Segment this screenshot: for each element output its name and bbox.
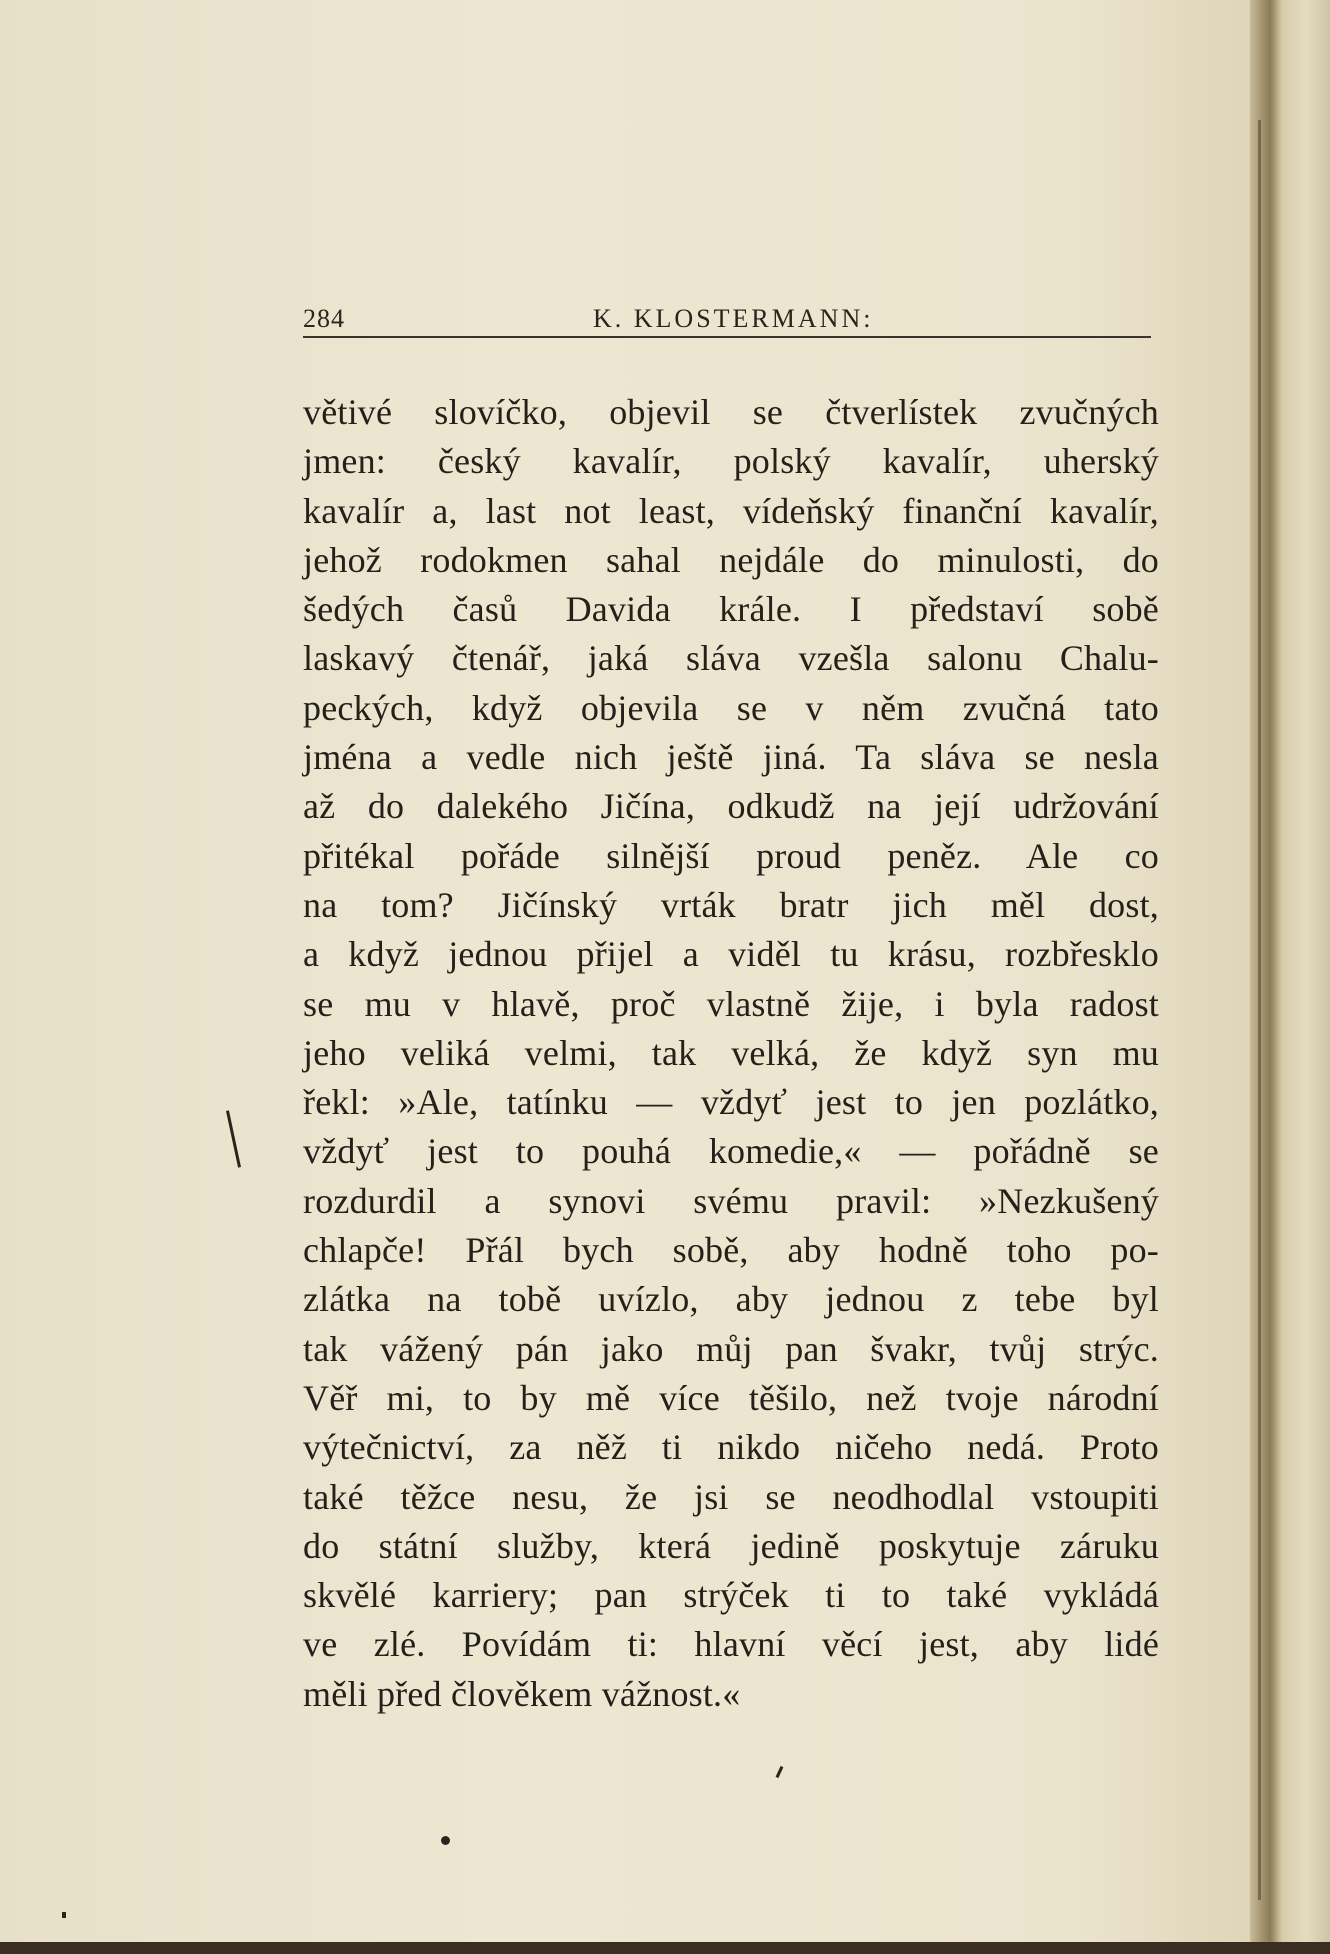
text-line: laskavý čtenář, jaká sláva vzešla salonu Chalu- [303, 638, 1159, 679]
text-line: šedých časů Davida krále. I představí sobě [303, 589, 1159, 630]
text-line: řekl: »Ale, tatínku — vždyť jest to jen pozlátko, [303, 1082, 1159, 1123]
text-line: kavalír a, last not least, vídeňský finanční kavalír, [303, 490, 1159, 531]
text-line: ve zlé. Povídám ti: hlavní věcí jest, aby lidé [303, 1624, 1159, 1665]
text-line: také těžce nesu, že jsi se neodhodlal vstoupiti [303, 1476, 1159, 1517]
text-line: jména a vedle nich ještě jiná. Ta sláva se nesla [303, 737, 1159, 778]
gutter-shadow [1258, 120, 1261, 1900]
text-line: zlátka na tobě uvízlo, aby jednou z tebe byl [303, 1279, 1159, 1320]
text-line: výtečnictví, za něž ti nikdo ničeho nedá. Proto [303, 1427, 1159, 1468]
text-line: jmen: český kavalír, polský kavalír, uherský [303, 441, 1159, 482]
text-line: a když jednou přijel a viděl tu krásu, rozbřesklo [303, 934, 1159, 975]
text-line: do státní služby, která jedině poskytuje záruku [303, 1525, 1159, 1566]
text-line: přitékal pořáde silnější proud peněz. Ale co [303, 835, 1159, 876]
speck-mark [441, 1836, 450, 1845]
page-header [303, 300, 1153, 340]
text-line: jehož rodokmen sahal nejdále do minulosti, do [303, 539, 1159, 580]
text-line: se mu v hlavě, proč vlastně žije, i byla radost [303, 983, 1159, 1024]
body-text [303, 388, 1159, 1719]
text-line: větivé slovíčko, objevil se čtverlístek zvučných [303, 392, 1159, 432]
text-line: peckých, když objevila se v něm zvučná tato [303, 687, 1159, 728]
page-number: 284 [303, 304, 345, 333]
page-edge [1250, 0, 1330, 1954]
text-line: jeho veliká velmi, tak velká, že když syn mu [303, 1032, 1159, 1073]
text-line: až do dalekého Jičína, odkudž na její udržování [303, 786, 1159, 827]
text-line: chlapče! Přál bych sobě, aby hodně toho po- [303, 1230, 1159, 1271]
text-line: skvělé karriery; pan strýček ti to také vykládá [303, 1575, 1159, 1616]
text-line: vždyť jest to pouhá komedie,« — pořádně se [303, 1131, 1159, 1172]
text-line: na tom? Jičínský vrták bratr jich měl dost, [303, 884, 1159, 925]
text-line: měli před člověkem vážnost.« [303, 1673, 741, 1714]
text-line: rozdurdil a synovi svému pravil: »Nezkušený [303, 1180, 1159, 1221]
running-head: K. KLOSTERMANN: [593, 304, 874, 333]
speck-mark [62, 1912, 66, 1918]
scan-border [0, 1942, 1330, 1954]
header-rule [303, 336, 1151, 338]
text-line: Věř mi, to by mě více těšilo, než tvoje národní [303, 1377, 1159, 1418]
text-line: tak vážený pán jako můj pan švakr, tvůj strýc. [303, 1328, 1159, 1369]
